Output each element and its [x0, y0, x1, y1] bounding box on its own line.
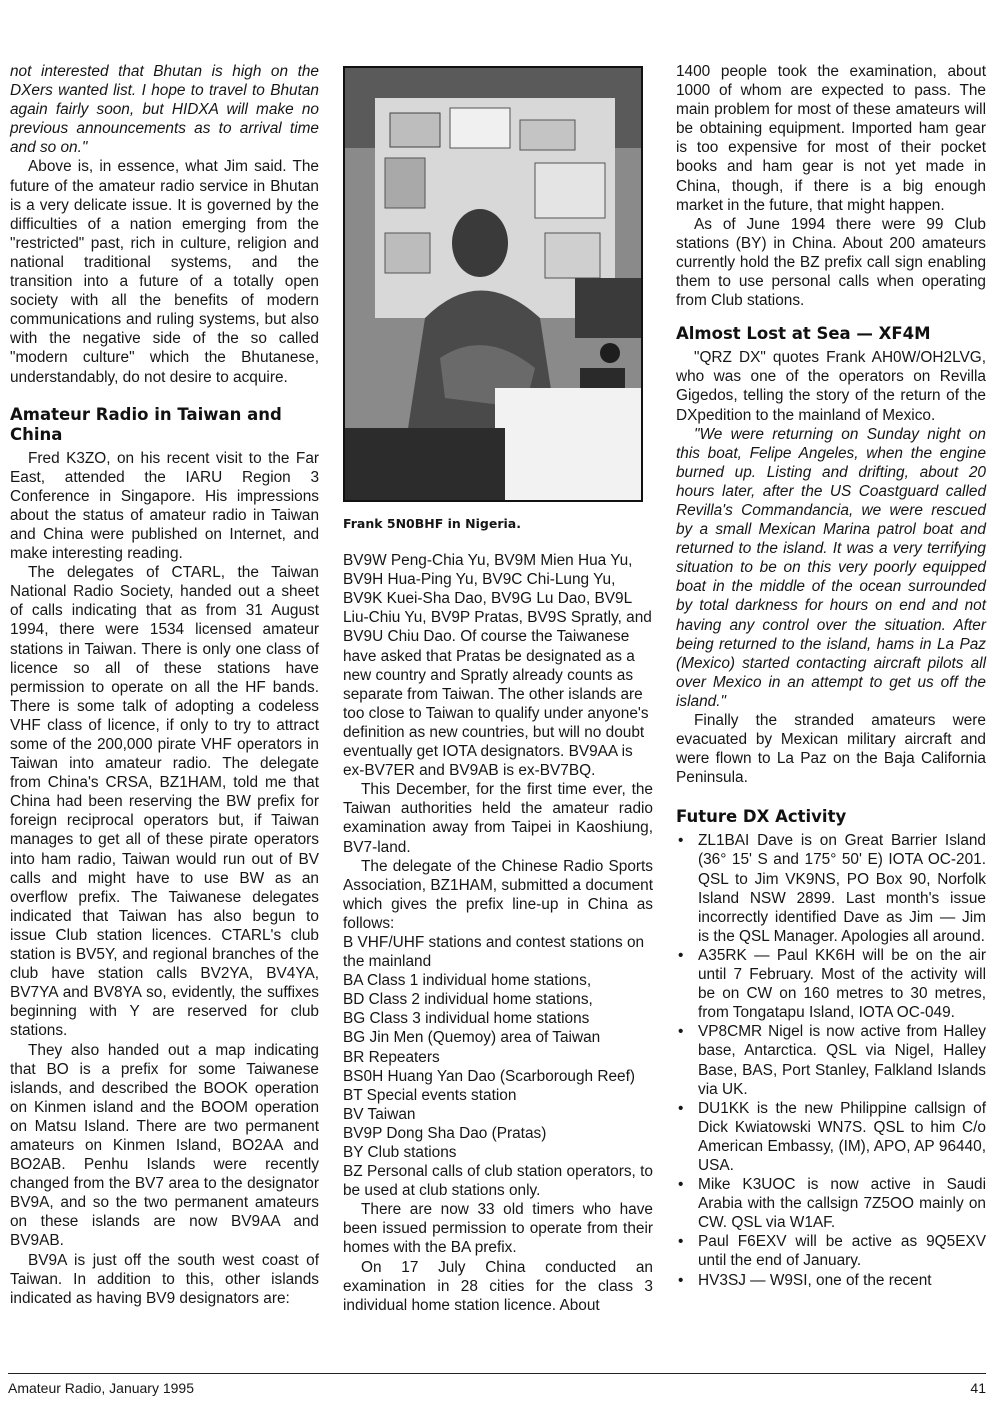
list-item: • ZL1BAI Dave is on Great Barrier Island (36° 15' S and 175° 50' E) IOTA OC-201. QSL to Jim VK9NS, PO Box 90, Norfolk Island NSW 2899. Last month's issue incorrectly identified Dave as Jim — Jim is the QSL Manager. Apologies all around. — [676, 831, 986, 946]
column-2 — [343, 62, 653, 1315]
paragraph: The delegate of the Chinese Radio Sports Association, BZ1HAM, submitted a document which gives the prefix line-up in China as follows: — [343, 857, 653, 932]
prefix-line: BZ Personal calls of club station operators, to be used at club stations only. — [343, 1163, 653, 1200]
publication-name: Amateur Radio, January 1995 — [8, 1380, 194, 1396]
prefix-line: BD Class 2 individual home stations, — [343, 991, 593, 1009]
paragraph: 1400 people took the examination, about 1000 of whom are expected to pass. The main problem for most of these amateurs will be obtaining equipment. Imported ham gear is too expensive for most of their pocket books and ham gear is not yet made in China, though, if there is a big enough market in the future, that might happen. — [676, 63, 986, 214]
prefix-line: B VHF/UHF stations and contest stations on the mainland — [343, 933, 645, 971]
list-item: • A35RK — Paul KK6H will be on the air until 7 February. Most of the activity will be on CW on 160 metres to 30 metres, from Tongatapu Island, IOTA OC-049. — [676, 946, 986, 1022]
prefix-line: BY Club stations — [343, 1144, 457, 1161]
prefix-line: BV9P Dong Sha Dao (Pratas) — [343, 1124, 547, 1142]
section-heading-almost-lost-at-sea: Almost Lost at Sea — XF4M — [676, 324, 931, 344]
paragraph: Finally the stranded amateurs were evacuated by Mexican military aircraft and were flown to La Paz on the Baja California Peninsula. — [676, 712, 986, 787]
section-heading-taiwan-china: Amateur Radio in Taiwan and China — [10, 404, 282, 444]
list-item: • VP8CMR Nigel is now active from Halley base, Antarctica. QSL via Nigel, Halley Base, BAS, Port Stanley, Falkland Islands via UK. — [676, 1022, 986, 1098]
column-1 — [10, 62, 319, 1308]
prefix-line: BR Repeaters — [343, 1048, 440, 1066]
prefix-line: BG Class 3 individual home stations — [343, 1010, 590, 1028]
photo-frank-5n0bhf — [343, 66, 643, 502]
prefix-line: BG Jin Men (Quemoy) area of Taiwan — [343, 1029, 601, 1047]
list-item: • HV3SJ — W9SI, one of the recent — [676, 1271, 986, 1290]
paragraph: This December, for the first time ever, the Taiwan authorities held the amateur radio examination away from Taipei in Kaoshiung, BV7-land. — [343, 781, 653, 856]
column-3 — [676, 62, 986, 1290]
list-item: • Mike K3UOC is now active in Saudi Arabia with the callsign 7Z5OO mainly on CW. QSL via W1AF. — [676, 1175, 986, 1232]
photo-image — [345, 68, 641, 500]
paragraph: BV9A is just off the south west coast of Taiwan. In addition to this, other islands indicated as having BV9 designators are: — [10, 1251, 319, 1307]
photo-caption: Frank 5N0BHF in Nigeria. — [343, 516, 521, 531]
page-footer — [8, 1373, 986, 1396]
paragraph: Fred K3ZO, on his recent visit to the Far East, attended the IARU Region 3 Conference in Singapore. His impressions about the status of amateur radio in Taiwan and China were published on Internet, and make interesting reading. — [10, 449, 319, 563]
prefix-line: BT Special events station — [343, 1086, 517, 1104]
paragraph: not interested that Bhutan is high on the DXers wanted list. I hope to travel to Bhutan again fairly soon, but HIDXA will make no previous announcements as to arrival time and so on." — [10, 63, 319, 157]
dx-activity-list — [676, 831, 986, 1289]
prefix-line: BV Taiwan — [343, 1105, 416, 1123]
list-item: • Paul F6EXV will be active as 9Q5EXV until the end of January. — [676, 1232, 986, 1270]
paragraph: As of June 1994 there were 99 Club stations (BY) in China. About 200 amateurs currently hold the BZ prefix call sign enabling them to use personal calls when operating from Club stations. — [676, 215, 986, 310]
list-item: • DU1KK is the new Philippine callsign of Dick Kwiatowski WN7S. QSL to him C/o American Embassy, (IM), APO, AP 96440, USA. — [676, 1099, 986, 1175]
prefix-line: BS0H Huang Yan Dao (Scarborough Reef) — [343, 1067, 636, 1085]
paragraph: Above is, in essence, what Jim said. The future of the amateur radio service in Bhutan is a very delicate issue. It is governed by the difficulties of a nation emerging from the "restricted" past, rich in culture, religion and national traditional systems, and the transition into a future of a totally open society with all the benefits of modern communications and ruling systems, but also with the negative side of the so called "modern culture" which the Bhutanese, understandably, do not desire to acquire. — [10, 158, 319, 386]
paragraph: The delegates of CTARL, the Taiwan National Radio Society, handed out a sheet of calls indicating that as from 31 August 1994, there were 1534 licensed amateur stations in Taiwan. There is only one class of licence so all of these stations have permission to operate on all the HF bands. There is some talk of adopting a codeless VHF class of licence, if only to try to attract some of the 200,000 pirate VHF operators in Taiwan into amateur radio. The delegate from China's CRSA, BZ1HAM, told me that China had been reserving the BW prefix for foreign reciprocal operators but, if Taiwan manages to get all of these pirate operators into ham radio, Taiwan would run out of BV calls and might have to use BW as an overflow prefix. The Taiwanese delegates indicated that Taiwan has also begun to issue Club station licences. CTARL's club station is BV5Y, and regional branches of the club have station calls BV2YA, BV4YA, BV7YA and BV8YA so, evidently, the suffixes beginning with Y are reserved for club stations. — [10, 564, 319, 1040]
paragraph: BV9W Peng-Chia Yu, BV9M Mien Hua Yu, BV9H Hua-Ping Yu, BV9C Chi-Lung Yu, BV9K Kuei-Sha Dao, BV9G Lu Dao, BV9L Liu-Chiu Yu, BV9P Pratas, BV9S Spratly, and BV9U Chiu Dao. Of course the Taiwanese have asked that Pratas be designated as a new country and Spratly already counts as separate from Taiwan. The other islands are too close to Taiwan to qualify under anyone's definition as new countries, but will no doubt eventually get IOTA designators. BV9AA is ex-BV7ER and BV9AB is ex-BV7BQ. — [343, 552, 652, 780]
paragraph: They also handed out a map indicating that BO is a prefix for some Taiwanese islands, and described the BOOK operation on Kinmen island and the BOOM operation on Matsu Island. There are two permanent amateurs on Kinmen Island, BO2AA and BO2AB. Penhu Islands were recently changed from the BV7 area to the designator BV9A, and so the two permanent amateurs on these islands are now BV9AA and BV9AB. — [10, 1041, 319, 1250]
section-heading-future-dx-activity: Future DX Activity — [676, 807, 847, 827]
prefix-line: BA Class 1 individual home stations, — [343, 972, 592, 990]
page-number: 41 — [970, 1380, 986, 1396]
paragraph: On 17 July China conducted an examination in 28 cities for the class 3 individual home station licence. About — [343, 1258, 653, 1314]
quote-paragraph: "We were returning on Sunday night on this boat, Felipe Angeles, when the engine burned up. Listing and drifting, about 20 hours later, after the US Coastguard called Revilla's Commandancia, we were rescued by a small Mexican Marina patrol boat and returned to the island. It was a very terrifying situation to be on this very poorly equipped boat in the middle of the ocean surrounded by total darkness for hours on end and not having any control over the situation. After being returned to the island, hams in La Paz (Mexico) started contacting aircraft pilots all over Mexico in an attempt to get us off the island." — [676, 425, 986, 710]
paragraph: There are now 33 old timers who have been issued permission to operate from their homes with the BA prefix. — [343, 1201, 653, 1257]
paragraph: "QRZ DX" quotes Frank AH0W/OH2LVG, who was one of the operators on Revilla Gigedos, telling the story of the return of the DXpedition to the mainland of Mexico. — [676, 349, 986, 424]
